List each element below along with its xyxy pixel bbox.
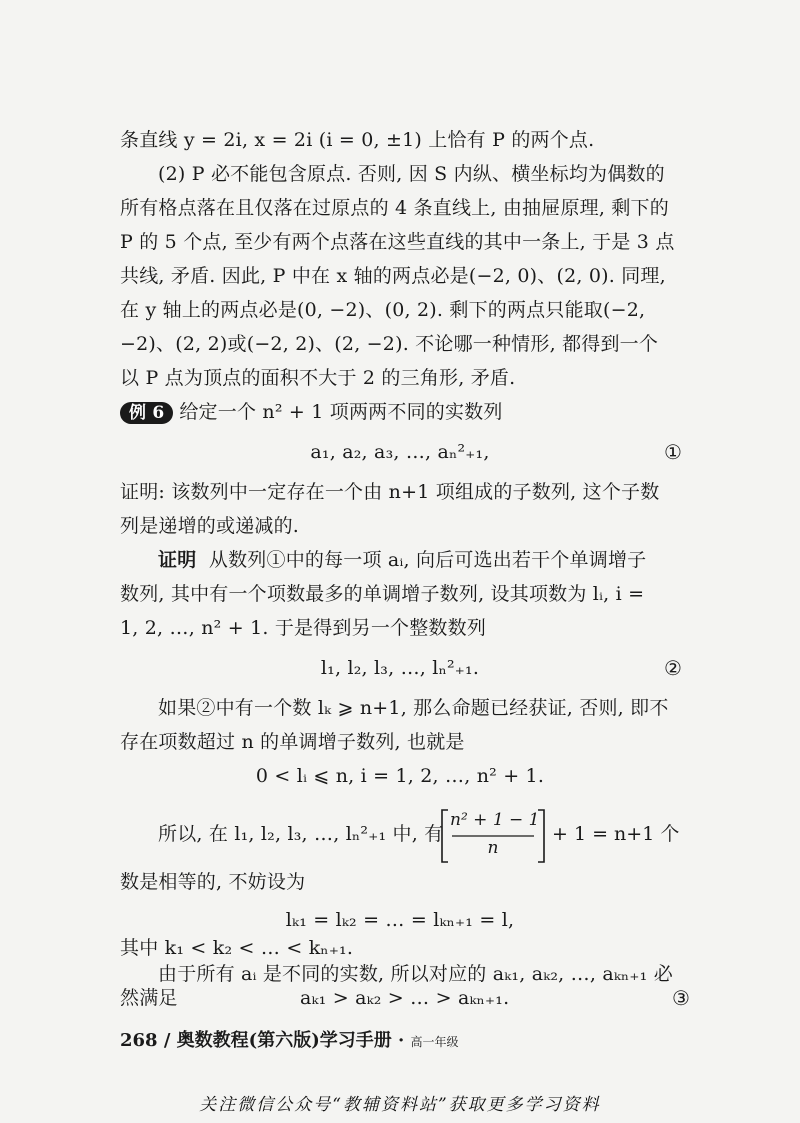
fraction-denominator: n — [487, 838, 499, 858]
text-line-4: P 的 5 个点, 至少有两个点落在这些直线的其中一条上, 于是 3 点 — [120, 231, 675, 253]
text-line-8: 以 P 点为顶点的面积不大于 2 的三角形, 矛盾. — [120, 367, 516, 389]
text-line-5: 共线, 矛盾. 因此, P 中在 x 轴的两点必是(−2, 0)、(2, 0). 同理, — [120, 265, 666, 287]
text-line-19-end: + 1 = n+1 个 — [552, 823, 680, 845]
text-line-24: 然满足 — [120, 987, 178, 1009]
text-line-20: 数是相等的, 不妨设为 — [120, 871, 306, 893]
text-line-23: 由于所有 aᵢ 是不同的实数, 所以对应的 aₖ₁, aₖ₂, …, aₖₙ₊₁ 必 — [158, 963, 673, 985]
footer-grade: 高一年级 — [410, 1035, 459, 1049]
footer-book-title: 268 / 奥数教程(第六版)学习手册 · — [120, 1030, 405, 1051]
equation-4: lₖ₁ = lₖ₂ = … = lₖₙ₊₁ = l, — [285, 909, 515, 931]
text-line-19: 所以, 在 l₁, l₂, l₃, …, lₙ²₊₁ 中, 有 — [158, 823, 444, 845]
text-line-17: 存在项数超过 n 的单调增子数列, 也就是 — [120, 731, 465, 753]
text-line-11: 列是递增的或递减的. — [120, 515, 300, 537]
equation-1: a₁, a₂, a₃, …, aₙ²₊₁, — [310, 441, 490, 463]
text-line-2: (2) P 必不能包含原点. 否则, 因 S 内纵、横坐标均为偶数的 — [158, 163, 665, 185]
text-line-1: 条直线 y = 2i, x = 2i (i = 0, ±1) 上恰有 P 的两个点. — [120, 129, 595, 151]
watermark: 关注微信公众号“教辅资料站”获取更多学习资料 — [199, 1095, 601, 1115]
equation-number-3: ③ — [672, 986, 690, 1010]
equation-2: l₁, l₂, l₃, …, lₙ²₊₁. — [320, 657, 480, 679]
equation-number-1: ① — [664, 440, 682, 464]
proof-line — [158, 548, 690, 572]
equation-number-2: ② — [664, 656, 682, 680]
equation-5 — [300, 986, 640, 1010]
equation-3: 0 < lᵢ ⩽ n, i = 1, 2, …, n² + 1. — [255, 765, 545, 787]
page-footer — [120, 1029, 459, 1054]
text-line-22: 其中 k₁ < k₂ < … < kₙ₊₁. — [120, 937, 354, 959]
proof-text: 从数列①中的每一项 aᵢ, 向后可选出若干个单调增子 — [208, 549, 647, 571]
proof-label: 证明 — [158, 549, 197, 571]
text-line-13: 数列, 其中有一个项数最多的单调增子数列, 设其项数为 lᵢ, i = — [120, 583, 645, 605]
text-line-16: 如果②中有一个数 lₖ ⩾ n+1, 那么命题已经获证, 否则, 即不 — [158, 697, 669, 719]
text-line-14: 1, 2, …, n² + 1. 于是得到另一个整数数列 — [120, 617, 487, 639]
example-text: 给定一个 n² + 1 项两两不同的实数列 — [179, 401, 503, 423]
text-line-7: −2)、(2, 2)或(−2, 2)、(2, −2). 不论哪一种情形, 都得到一个 — [120, 333, 659, 355]
text-line-10: 证明: 该数列中一定存在一个由 n+1 项组成的子数列, 这个子数 — [120, 481, 660, 503]
example-badge: 例 6 — [120, 402, 173, 424]
fraction-bracket — [438, 806, 548, 866]
fraction-numerator: n² + 1 − 1 — [450, 810, 540, 830]
text-line-3: 所有格点落在且仅落在过原点的 4 条直线上, 由抽屉原理, 剩下的 — [120, 197, 669, 219]
example-heading — [120, 400, 690, 424]
text-line-6: 在 y 轴上的两点必是(0, −2)、(0, 2). 剩下的两点只能取(−2, — [120, 299, 646, 321]
equation-5-text: aₖ₁ > aₖ₂ > … > aₖₙ₊₁. — [300, 987, 510, 1009]
